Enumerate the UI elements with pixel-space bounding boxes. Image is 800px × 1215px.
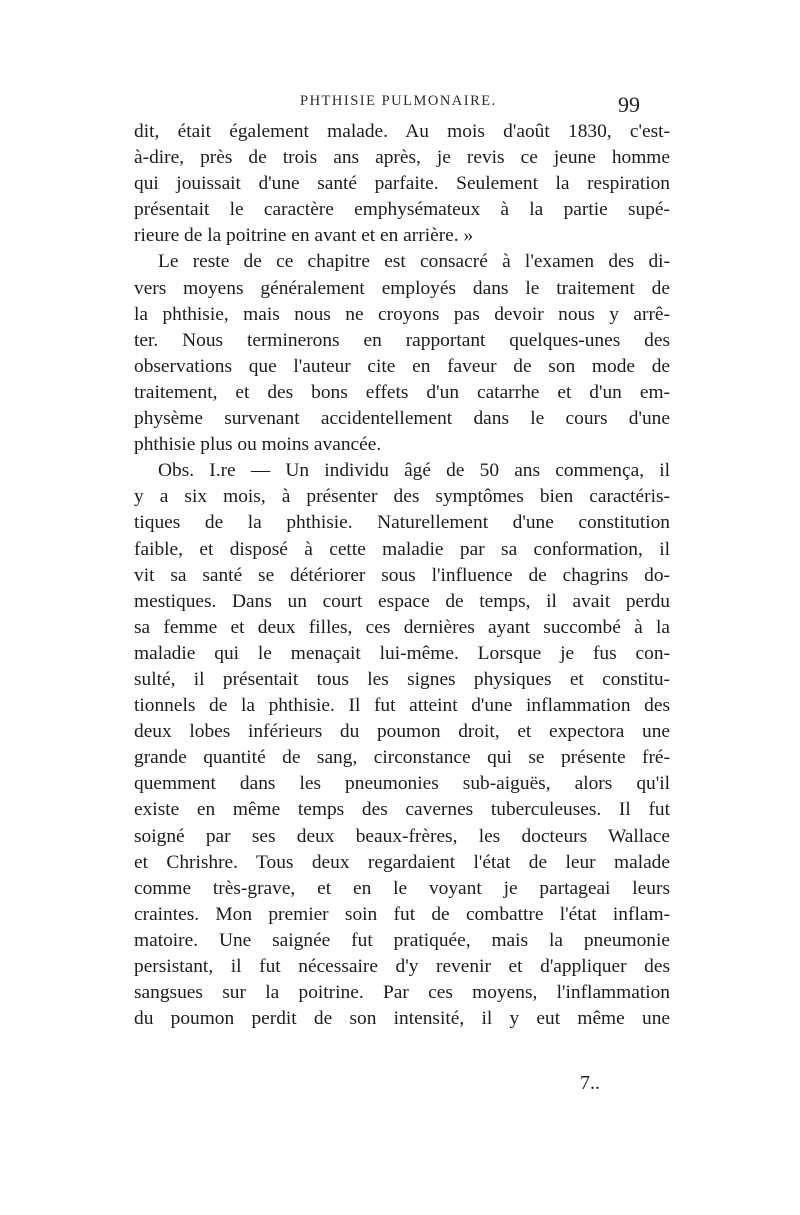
signature-mark: 7.. (580, 1072, 600, 1094)
text-line: faible, et disposé à cette maladie par sa conformation, il (134, 538, 670, 560)
text-line: craintes. Mon premier soin fut de combattre l'état inflam- (134, 903, 670, 925)
text-line: quemment dans les pneumonies sub-aiguës, alors qu'il (134, 773, 670, 795)
text-line: présentait le caractère emphysémateux à la partie supé- (134, 199, 670, 221)
text-line: qui jouissait d'une santé parfaite. Seulement la respiration (134, 173, 670, 195)
text-line: y a six mois, à présenter des symptômes bien caractéris- (134, 486, 670, 508)
text-line: dit, était également malade. Au mois d'août 1830, c'est- (134, 121, 670, 142)
text-line: maladie qui le menaçait lui-même. Lorsque je fus con- (134, 642, 670, 664)
text-line: observations que l'auteur cite en faveur de son mode de (134, 355, 670, 377)
page-number: 99 (618, 92, 640, 117)
text-line: soigné par ses deux beaux-frères, les docteurs Wallace (134, 825, 670, 847)
text-line: et Chrishre. Tous deux regardaient l'état de leur malade (134, 851, 670, 873)
text-line: traitement, et des bons effets d'un catarrhe et d'un em- (134, 381, 670, 403)
text-line: ter. Nous terminerons en rapportant quelques-unes des (134, 329, 670, 351)
text-line: du poumon perdit de son intensité, il y eut même une (134, 1008, 670, 1030)
text-line: Obs. I.re — Un individu âgé de 50 ans commença, il (158, 460, 670, 482)
text-line: à-dire, près de trois ans après, je revis ce jeune homme (134, 147, 670, 169)
text-line: tionnels de la phthisie. Il fut atteint d'une inflammation des (134, 695, 670, 717)
text-line: persistant, il fut nécessaire d'y revenir et d'appliquer des (134, 956, 670, 977)
text-line: mestiques. Dans un court espace de temps, il avait perdu (134, 590, 670, 612)
text-line: sa femme et deux filles, ces dernières ayant succombé à la (134, 616, 670, 638)
text-line: Le reste de ce chapitre est consacré à l'examen des di- (158, 251, 670, 273)
text-line: rieure de la poitrine en avant et en arrière. » (134, 225, 474, 247)
text-line: sulté, il présentait tous les signes physiques et constitu- (134, 668, 670, 690)
running-head: PHTHISIE PULMONAIRE. (300, 93, 497, 109)
text-line: existe en même temps des cavernes tuberculeuses. Il fut (134, 799, 670, 821)
text-line: matoire. Une saignée fut pratiquée, mais la pneumonie (134, 929, 670, 951)
text-line: grande quantité de sang, circonstance qui se présente fré- (134, 747, 670, 769)
text-line: deux lobes inférieurs du poumon droit, et expectora une (134, 721, 670, 743)
text-line: la phthisie, mais nous ne croyons pas devoir nous y arrê- (134, 303, 670, 325)
text-line: vers moyens généralement employés dans le traitement de (134, 277, 670, 299)
text-line: tiques de la phthisie. Naturellement d'une constitution (134, 512, 670, 534)
text-line: physème survenant accidentellement dans le cours d'une (134, 408, 670, 430)
text-line: sangsues sur la poitrine. Par ces moyens, l'inflammation (134, 982, 670, 1004)
text-line: vit sa santé se détériorer sous l'influence de chagrins do- (134, 564, 670, 586)
body-text (134, 119, 670, 1032)
text-line: phthisie plus ou moins avancée. (134, 434, 382, 456)
text-line: comme très-grave, et en le voyant je partageai leurs (134, 877, 670, 899)
